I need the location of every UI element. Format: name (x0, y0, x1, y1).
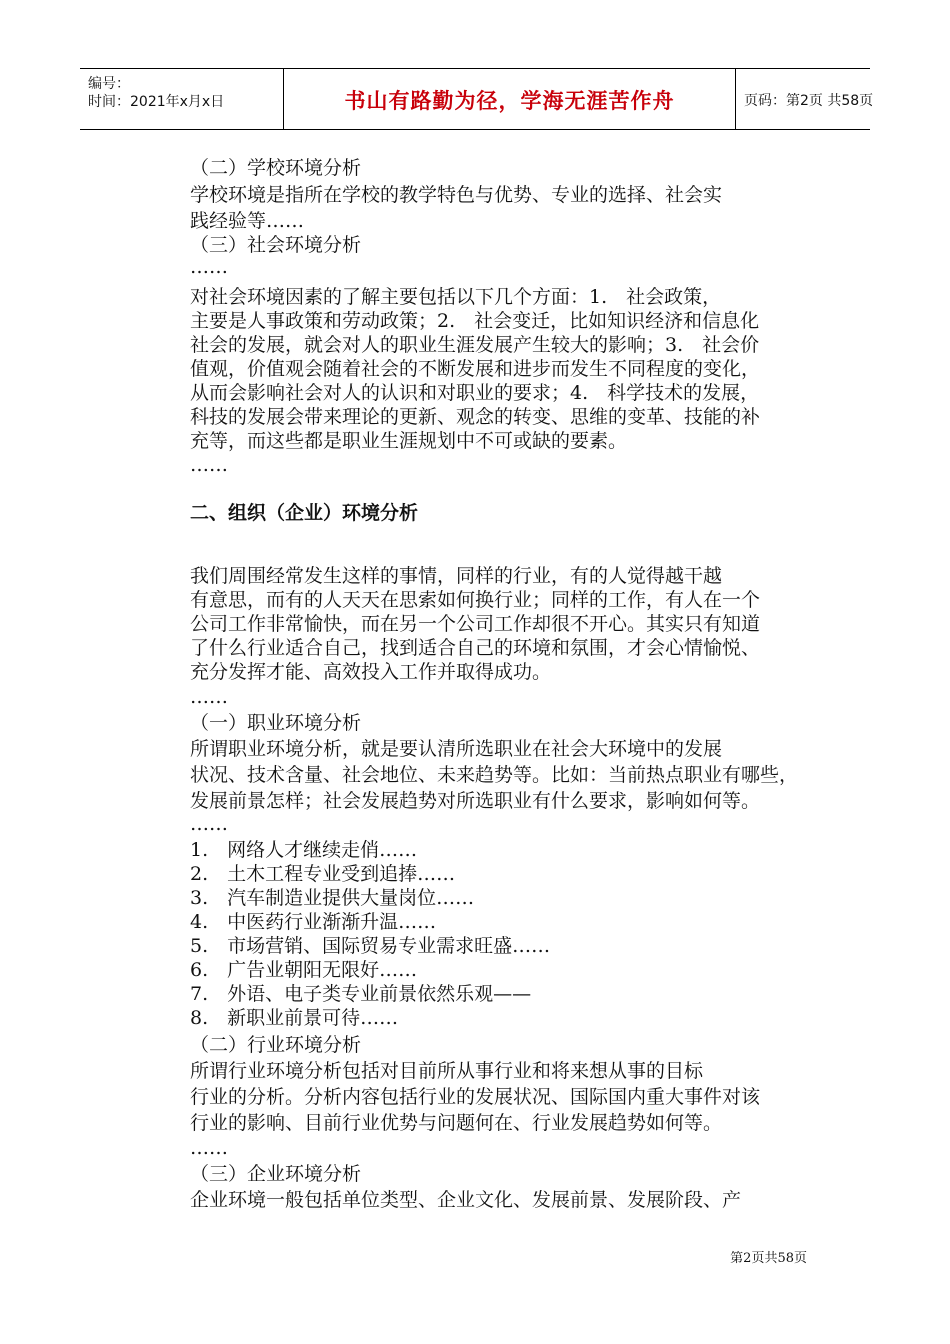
section-heading-organization: 二、组织（企业）环境分析 (190, 502, 419, 524)
paragraph-line: 社会的发展，就会对人的职业生涯发展产生较大的影响；3. 社会价 (190, 334, 760, 356)
paragraph-line: 了什么行业适合自己，找到适合自己的环境和氛围，才会心情愉悦、 (190, 637, 761, 659)
paragraph-line: 科技的发展会带来理论的更新、观念的转变、思维的变革、技能的补 (190, 406, 761, 428)
page-footer-number: 第2页共58页 (730, 1251, 807, 1266)
paragraph-line: 我们周围经常发生这样的事情，同样的行业，有的人觉得越干越 (190, 565, 723, 587)
paragraph-line: 践经验等…… (190, 210, 305, 232)
paragraph-line: 所谓行业环境分析包括对目前所从事行业和将来想从事的目标 (190, 1060, 704, 1082)
paragraph-line: 企业环境一般包括单位类型、企业文化、发展前景、发展阶段、产 (190, 1189, 742, 1211)
paragraph-line: 主要是人事政策和劳动政策；2. 社会变迁，比如知识经济和信息化 (190, 310, 760, 332)
paragraph-line: 充等，而这些都是职业生涯规划中不可或缺的要素。 (190, 430, 628, 452)
header-page-label: 页码：第2页 共58页 (744, 93, 874, 109)
paragraph-line: 行业的分析。分析内容包括行业的发展状况、国际国内重大事件对该 (190, 1086, 761, 1108)
paragraph-line: 发展前景怎样；社会发展趋势对所选职业有什么要求，影响如何等。 (190, 790, 761, 812)
ellipsis-line: …… (190, 686, 228, 708)
header-page-cell (736, 69, 874, 129)
paragraph-line: 状况、技术含量、社会地位、未来趋势等。比如：当前热点职业有哪些， (190, 764, 799, 786)
paragraph-line: 公司工作非常愉快，而在另一个公司工作却很不开心。其实只有知道 (190, 613, 761, 635)
paragraph-line: 有意思，而有的人天天在思索如何换行业；同样的工作，有人在一个 (190, 589, 761, 611)
subheading-school-environment: （二）学校环境分析 (190, 157, 362, 179)
subheading-enterprise-environment: （三）企业环境分析 (190, 1163, 362, 1185)
header-motto: 书山有路勤为径，学海无涯苦作舟 (344, 89, 675, 113)
list-item: 8. 新职业前景可待…… (190, 1007, 399, 1029)
ellipsis-line: …… (190, 813, 228, 835)
list-item: 6. 广告业朝阳无限好…… (190, 959, 418, 981)
subheading-career-environment: （一）职业环境分析 (190, 712, 362, 734)
list-item: 7. 外语、电子类专业前景依然乐观—— (190, 983, 532, 1005)
document-time-label: 时间：2021年x月x日 (88, 94, 225, 110)
paragraph-line: 所谓职业环境分析，就是要认清所选职业在社会大环境中的发展 (190, 738, 723, 760)
ellipsis-line: …… (190, 454, 228, 476)
header-motto-cell (284, 69, 736, 129)
paragraph-line: 对社会环境因素的了解主要包括以下几个方面：1. 社会政策， (190, 286, 722, 308)
list-item: 1. 网络人才继续走俏…… (190, 839, 418, 861)
list-item: 2. 土木工程专业受到追捧…… (190, 863, 456, 885)
subheading-industry-environment: （二）行业环境分析 (190, 1034, 362, 1056)
document-number-label: 编号： (88, 76, 130, 92)
paragraph-line: 从而会影响社会对人的认识和对职业的要求；4. 科学技术的发展， (190, 382, 760, 404)
list-item: 4. 中医药行业渐渐升温…… (190, 911, 437, 933)
header-info-cell (80, 69, 284, 129)
subheading-social-environment: （三）社会环境分析 (190, 234, 362, 256)
list-item: 3. 汽车制造业提供大量岗位…… (190, 887, 475, 909)
paragraph-line: 学校环境是指所在学校的教学特色与优势、专业的选择、社会实 (190, 184, 723, 206)
list-item: 5. 市场营销、国际贸易专业需求旺盛…… (190, 935, 551, 957)
paragraph-line: 充分发挥才能、高效投入工作并取得成功。 (190, 661, 552, 683)
paragraph-line: 值观，价值观会随着社会的不断发展和进步而发生不同程度的变化， (190, 358, 761, 380)
ellipsis-line: …… (190, 1137, 228, 1159)
ellipsis-line: …… (190, 256, 228, 278)
paragraph-line: 行业的影响、目前行业优势与问题何在、行业发展趋势如何等。 (190, 1112, 723, 1134)
document-header (80, 68, 874, 130)
